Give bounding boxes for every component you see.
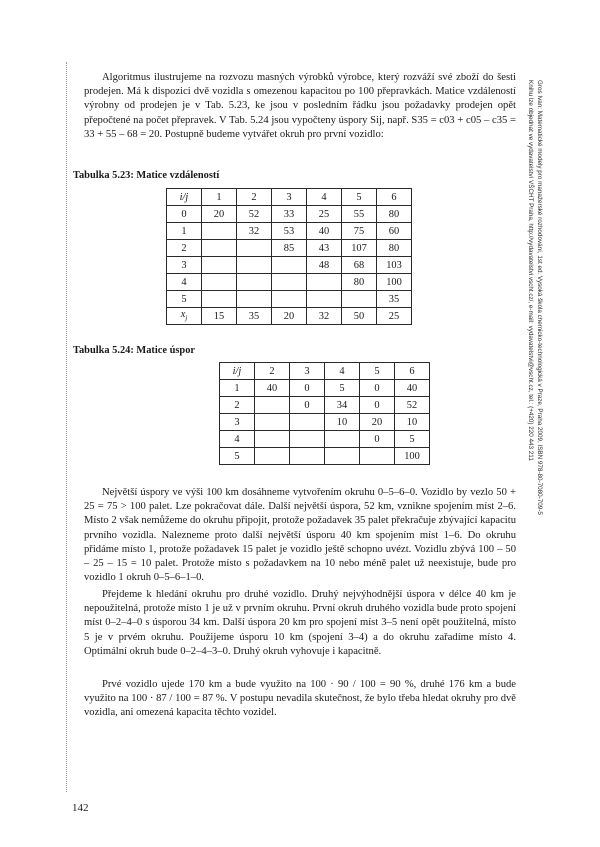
- table-cell: 43: [307, 240, 342, 257]
- table-cell: [237, 240, 272, 257]
- table-cell: 60: [377, 223, 412, 240]
- table-cell: [290, 414, 325, 431]
- table-row: [167, 240, 412, 257]
- table-row: [220, 363, 430, 380]
- table-cell: i/j: [220, 363, 255, 380]
- table-cell: 1: [167, 223, 202, 240]
- table-cell: 32: [237, 223, 272, 240]
- table-cell: 0: [360, 397, 395, 414]
- table-cell: 3: [167, 257, 202, 274]
- table-cell: 35: [237, 308, 272, 325]
- table-cell: 6: [377, 189, 412, 206]
- table-cell: [255, 431, 290, 448]
- table-cell: 2: [255, 363, 290, 380]
- table-cell: 2: [167, 240, 202, 257]
- table-cell: i/j: [167, 189, 202, 206]
- order-info-line: Knihu lze objednat ve vydavatelství VŠCHT Praha, http://vydavatelstvi.vscht.cz/, e-mail: vydavatelstvi@vscht.cz, tel.: (+420) 220 443 211: [527, 80, 534, 461]
- table-cell: 35: [377, 291, 412, 308]
- table-cell: [202, 274, 237, 291]
- table-cell: 4: [220, 431, 255, 448]
- table-cell: 68: [342, 257, 377, 274]
- table-cell: [272, 291, 307, 308]
- table-cell: [255, 397, 290, 414]
- table-cell: 80: [342, 274, 377, 291]
- table-cell: 1: [220, 380, 255, 397]
- table-cell: $x_j$: [167, 308, 202, 325]
- paragraph-text: Přejdeme k hledání okruhu pro druhé vozidlo. Druhý nejvýhodnější úspora v délce 40 km je nepoužitelná, protože místo 1 je už v prvním okruhu. První okruh druhého vozidla bude proto spojení míst 0–2–4–0 s úsporou 34 km. Další úspora 20 km pro spojení míst 3–5 není opět použitelná, místo 5 je v prvém okruhu. Použijeme úsporu 10 km (spojení 3–4) a do okruhu zařadíme místo 4. Optimální okruh bude 0–2–4–3–0. Druhý okruh vyhovuje i kapacitně.: [84, 589, 516, 657]
- table-cell: [272, 274, 307, 291]
- distance-matrix-caption: Tabulka 5.23: Matice vzdáleností: [73, 170, 220, 181]
- table-cell: 5: [395, 431, 430, 448]
- table-cell: 4: [167, 274, 202, 291]
- table-cell: [202, 240, 237, 257]
- table-row: [167, 189, 412, 206]
- paragraph-text: Prvé vozidlo ujede 170 km a bude využito na 100 · 90 / 100 = 90 %, druhé 176 km a bude využito na 100 · 87 / 100 = 87 %. V postupu nevadila skutečnost, že bylo třeba hledat okruhy pro dvě vozidla, ani omezená kapacita těchto vozidel.: [84, 679, 516, 719]
- table-row: [220, 380, 430, 397]
- table-cell: 0: [290, 397, 325, 414]
- table-cell: 4: [307, 189, 342, 206]
- summary-paragraph: [84, 678, 516, 721]
- citation-line: Gros Ivan: Matematické modely pro manažerské rozhodování, 1st ed. Vysoká škola chemicko-technologická v Praze, Praha 2009, ISBN 978-80-7080-709-5: [536, 80, 543, 515]
- table-row: [167, 274, 412, 291]
- paragraph-text: Největší úspory ve výši 100 km dosáhneme vytvořením okruhu 0–5–6–0. Vozidlo by vezlo 50 + 25 = 75 > 100 palet. Lze pokračovat dále. Další největší úspora, 52 km, vznikne spojením míst 2–6. Místo 2 však nemůžeme do okruhu připojit, protože požadavek 35 palet překračuje zbývající kapacitu prvního vozidla. Nalezneme proto další největší úsporu 40 km spojením míst 1–6. Do okruhu přidáme místo 1, protože požadavek 15 palet je vozidlo ještě schopno uvézt. Vozidlu zbývá 100 – 50 – 25 – 15 = 10 palet. Protože místo s požadavkem na 10 nebo méně palet už neexistuje, bude pro vozidlo 1 okruh 0–5–6–1–0.: [84, 487, 516, 584]
- table-cell: 80: [377, 240, 412, 257]
- table-cell: 1: [202, 189, 237, 206]
- table-cell: 40: [395, 380, 430, 397]
- side-citation: [526, 80, 544, 600]
- table-cell: 3: [272, 189, 307, 206]
- table-cell: [237, 274, 272, 291]
- table-row: [220, 414, 430, 431]
- table-cell: [342, 291, 377, 308]
- table-cell: 5: [342, 189, 377, 206]
- table-cell: 40: [307, 223, 342, 240]
- table-cell: 2: [220, 397, 255, 414]
- table-cell: 10: [325, 414, 360, 431]
- intro-paragraph: [84, 71, 516, 142]
- table-cell: [255, 414, 290, 431]
- table-cell: 100: [395, 448, 430, 465]
- table-cell: [202, 223, 237, 240]
- table-row: [167, 206, 412, 223]
- table-cell: 10: [395, 414, 430, 431]
- table-cell: 5: [220, 448, 255, 465]
- table-cell: 0: [360, 431, 395, 448]
- table-row: [167, 308, 412, 325]
- table-cell: 100: [377, 274, 412, 291]
- table-cell: [237, 291, 272, 308]
- table-cell: 85: [272, 240, 307, 257]
- table-cell: 5: [325, 380, 360, 397]
- table-cell: [255, 448, 290, 465]
- table-row: [167, 257, 412, 274]
- table-cell: 0: [360, 380, 395, 397]
- table-cell: [202, 257, 237, 274]
- table-cell: [202, 291, 237, 308]
- table-cell: 55: [342, 206, 377, 223]
- table-row: [220, 397, 430, 414]
- table-cell: 0: [167, 206, 202, 223]
- savings-matrix-table: [219, 362, 430, 465]
- table-cell: 20: [272, 308, 307, 325]
- table-cell: 53: [272, 223, 307, 240]
- table-cell: 48: [307, 257, 342, 274]
- table-cell: 15: [202, 308, 237, 325]
- table-cell: 5: [167, 291, 202, 308]
- table-row: [167, 223, 412, 240]
- distance-matrix-table: [166, 188, 412, 325]
- table-cell: 25: [307, 206, 342, 223]
- table-cell: 3: [290, 363, 325, 380]
- table-cell: [290, 448, 325, 465]
- table-cell: 5: [360, 363, 395, 380]
- table-cell: [272, 257, 307, 274]
- table-cell: 50: [342, 308, 377, 325]
- paragraph-text: Algoritmus ilustrujeme na rozvozu masných výrobků výrobce, který rozváží své zboží do šesti prodejen. Má k dispozici dvě vozidla s omezenou kapacitou po 100 přepravkách. Matice vzdáleností výrobny od prodejen je v Tab. 5.23, ke jsou v posledním řádku jsou požadavky prodejen opět přepočtené na počet přepravek. V Tab. 5.24 jsou vypočteny úspory Sij, např. S35 = c03 + c05 – c35 = 33 + 55 – 68 = 20. Postupně budeme vytvářet okruh pro první vozidlo:: [84, 72, 516, 140]
- second-vehicle-paragraph: [84, 588, 516, 659]
- table-cell: 80: [377, 206, 412, 223]
- table-cell: [290, 431, 325, 448]
- table-cell: 34: [325, 397, 360, 414]
- table-cell: 0: [290, 380, 325, 397]
- table-row: [220, 431, 430, 448]
- table-cell: 52: [395, 397, 430, 414]
- table-cell: 107: [342, 240, 377, 257]
- table-cell: 32: [307, 308, 342, 325]
- table-cell: [360, 448, 395, 465]
- table-cell: 40: [255, 380, 290, 397]
- table-cell: 20: [202, 206, 237, 223]
- table-cell: [307, 291, 342, 308]
- table-cell: 4: [325, 363, 360, 380]
- table-cell: 33: [272, 206, 307, 223]
- table-cell: 75: [342, 223, 377, 240]
- table-cell: [307, 274, 342, 291]
- table-row: [167, 291, 412, 308]
- table-cell: 52: [237, 206, 272, 223]
- table-cell: [325, 431, 360, 448]
- table-cell: 2: [237, 189, 272, 206]
- table-cell: 20: [360, 414, 395, 431]
- savings-matrix-caption: Tabulka 5.24: Matice úspor: [73, 345, 196, 356]
- table-cell: 103: [377, 257, 412, 274]
- table-cell: 25: [377, 308, 412, 325]
- first-vehicle-paragraph: [84, 486, 516, 585]
- table-cell: [325, 448, 360, 465]
- table-cell: 3: [220, 414, 255, 431]
- margin-dotted-rule: [66, 62, 67, 792]
- page-number: 142: [72, 802, 89, 814]
- table-row: [220, 448, 430, 465]
- table-cell: 6: [395, 363, 430, 380]
- table-cell: [237, 257, 272, 274]
